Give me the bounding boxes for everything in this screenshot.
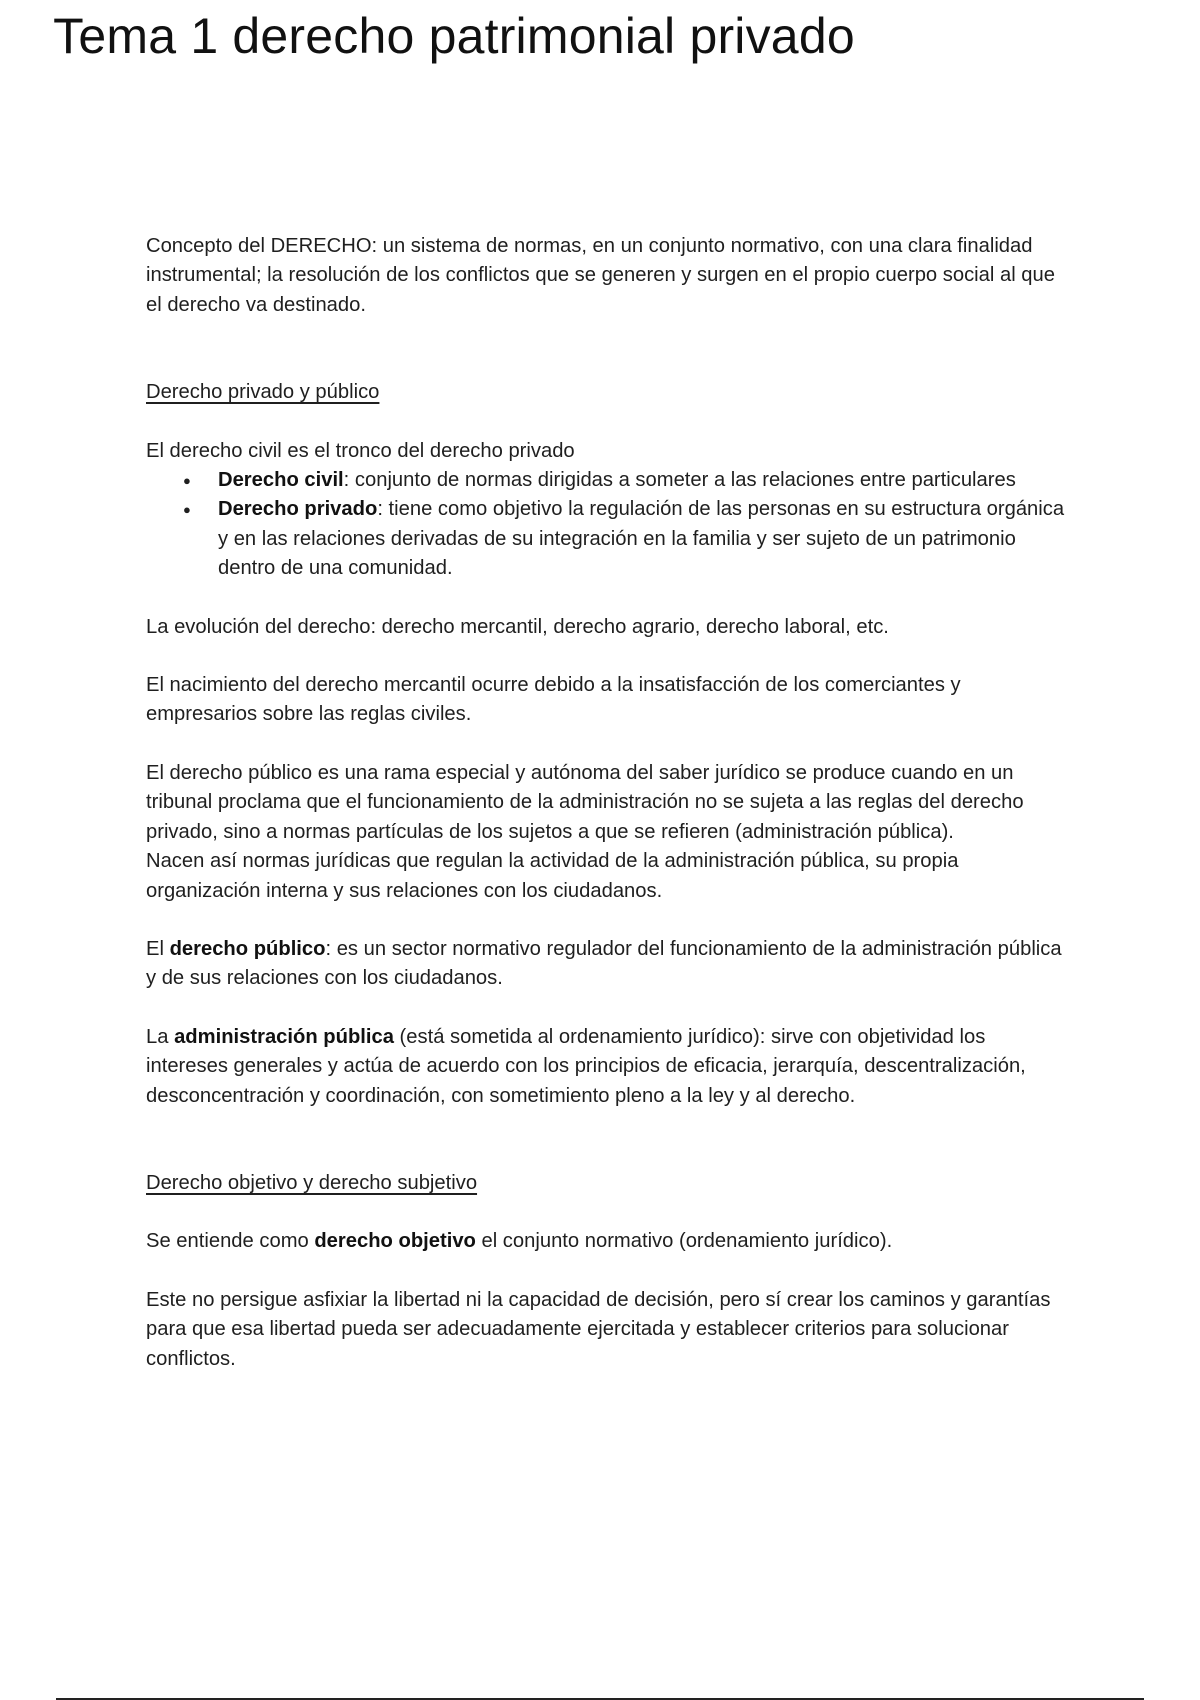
term-bold: Derecho privado [218,498,378,521]
page-title: Tema 1 derecho patrimonial privado [53,8,855,64]
section-heading-privado-publico: Derecho privado y público [146,381,380,404]
inline-text: Se entiende como [146,1230,315,1253]
inline-text: La [146,1025,175,1048]
inline-text: (está sometida al ordenamiento jurídico): sirve con objetividad los intereses generales y actúa de acuerdo con los principios de eficacia, jerarquía, descentralización, desconcentración y coordinación, con sometimiento pleno a la ley y al derecho. [146,1025,1026,1107]
list-item [218,466,1066,495]
list-item [218,495,1066,583]
concepto-paragraph: Concepto del DERECHO: un sistema de normas, en un conjunto normativo, con una clara finalidad instrumental; la resolución de los conflictos que se generen y surgen en el propio cuerpo social al que el derecho va destinado. [146,235,1055,316]
evolucion-paragraph: La evolución del derecho: derecho mercantil, derecho agrario, derecho laboral, etc. [146,615,889,638]
intro-paragraph: El derecho civil es el tronco del derecho privado [146,439,575,462]
mercantil-paragraph: El nacimiento del derecho mercantil ocurre debido a la insatisfacción de los comerciantes y empresarios sobre las reglas civiles. [146,674,961,726]
term-bold: administración pública [174,1025,394,1048]
term-definition: : conjunto de normas dirigidas a someter a las relaciones entre particulares [343,469,1016,492]
nacen-paragraph: Nacen así normas jurídicas que regulan la actividad de la administración pública, su propia organización interna y sus relaciones con los ciudadanos. [146,850,959,902]
definitions-list [146,466,1066,584]
term-bold: derecho objetivo [314,1230,476,1253]
inline-text: El [146,937,170,960]
def-objetivo-paragraph [146,1227,1066,1256]
inline-text: el conjunto normativo (ordenamiento jurídico). [475,1230,893,1253]
def-admin-paragraph [146,1023,1066,1111]
term-bold: Derecho civil [218,469,344,492]
term-bold: derecho público [169,937,326,960]
publico-rama-paragraph: El derecho público es una rama especial y autónoma del saber jurídico se produce cuando en un tribunal proclama que el funcionamiento de la administración no se sujeta a las reglas del derecho privado, sino a normas partículas de los sujetos a que se refieren (administración pública). [146,761,1024,843]
inline-text: : es un sector normativo regulador del funcionamiento de la administración pública y de sus relaciones con los ciudadanos. [146,937,1062,990]
document-body [146,232,1066,1374]
libertad-paragraph: Este no persigue asfixiar la libertad ni la capacidad de decisión, pero sí crear los caminos y garantías para que esa libertad pueda ser adecuadamente ejercitada y establecer criterios para solucionar conflictos. [146,1288,1051,1370]
section-heading-objetivo-subjetivo: Derecho objetivo y derecho subjetivo [146,1171,478,1194]
term-definition: : tiene como objetivo la regulación de las personas en su estructura orgánica y en las relaciones derivadas de su integración en la familia y ser sujeto de un patrimonio dentro de una comunidad. [218,498,1065,580]
def-publico-paragraph [146,935,1066,994]
